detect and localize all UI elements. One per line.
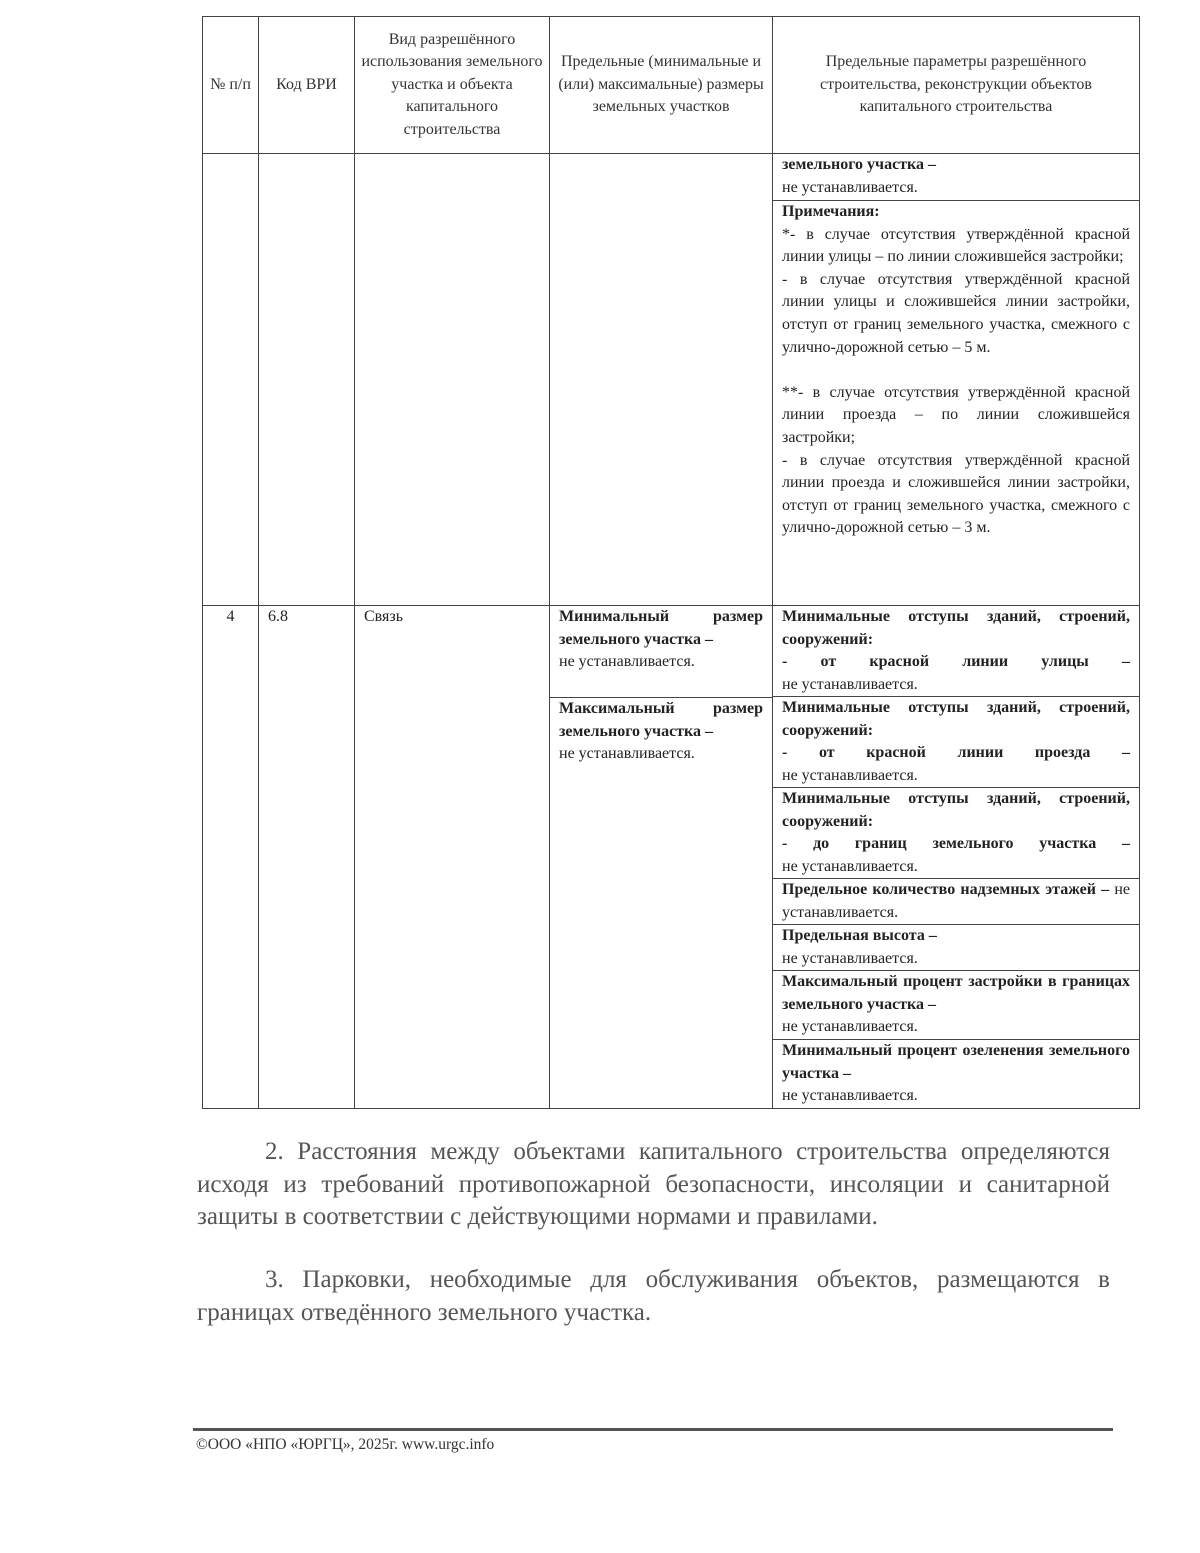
table-row [203,606,1140,1109]
param-indent-border: Минимальные отступы зданий, строений, сооружений: - до границ земельного участка – не устанавливается. [773,787,1139,878]
table-row [203,154,1140,606]
param-build-percent: Максимальный процент застройки в границах земельного участка – не устанавливается. [773,970,1139,1039]
header-code: Код ВРИ [259,17,355,154]
header-sizes: Предельные (минимальные и (или) максимальные) размеры земельных участков [550,17,773,154]
max-size: Максимальный размер земельного участка – не устанавливается. [559,700,763,763]
note-3: **- в случае отсутствия утверждённой красной линии проезда – по линии сложившейся застройки; [782,383,1130,446]
param-height: Предельная высота – не устанавливается. [773,924,1139,970]
param-indent-street: Минимальные отступы зданий, строений, сооружений: - от красной линии улицы – не устанавливается. [782,608,1130,693]
params-tail: земельного участка – не устанавливается. [782,156,937,196]
note-4: - в случае отсутствия утверждённой красной линии проезда и сложившейся линии застройки, отступ от границ земельного участка, смежного с улично-дорожной сетью – 3 м. [782,451,1130,537]
paragraph-3: 3. Парковки, необходимые для обслуживания объектов, размещаются в границах отведённого земельного участка. [197,1266,1110,1326]
min-size: Минимальный размер земельного участка – не устанавливается. [550,606,772,698]
param-green-percent: Минимальный процент озеленения земельного участка – не устанавливается. [773,1039,1139,1108]
header-num: № п/п [203,17,259,154]
footer-divider [193,1428,1113,1431]
note-2: - в случае отсутствия утверждённой красной линии улицы и сложившейся линии застройки, отступ от границ земельного участка, смежного с улично-дорожной сетью – 5 м. [782,270,1130,356]
row4-use: Связь [355,606,550,1109]
row4-num: 4 [203,606,259,1109]
notes-block [773,200,1139,540]
param-indent-passage: Минимальные отступы зданий, строений, сооружений: - от красной линии проезда – не устанавливается. [773,696,1139,787]
zoning-table [202,16,1140,1109]
param-floors: Предельное количество надземных этажей – не устанавливается. [773,878,1139,924]
header-use: Вид разрешённого использования земельного участка и объекта капитального строительства [355,17,550,154]
note-1: *- в случае отсутствия утверждённой красной линии улицы – по линии сложившейся застройки; [782,225,1130,266]
header-params: Предельные параметры разрешённого строительства, реконструкции объектов капитального строительства [773,17,1140,154]
notes-title: Примечания: [782,203,880,220]
paragraph-2: 2. Расстояния между объектами капитального строительства определяются исходя из требований противопожарной безопасности, инсоляции и санитарной защиты в соответствии с действующими нормами и правилами. [197,1138,1110,1230]
row4-code: 6.8 [259,606,355,1109]
footer-copyright: ©ООО «НПО «ЮРГЦ», 2025г. www.urgc.info [196,1436,495,1453]
